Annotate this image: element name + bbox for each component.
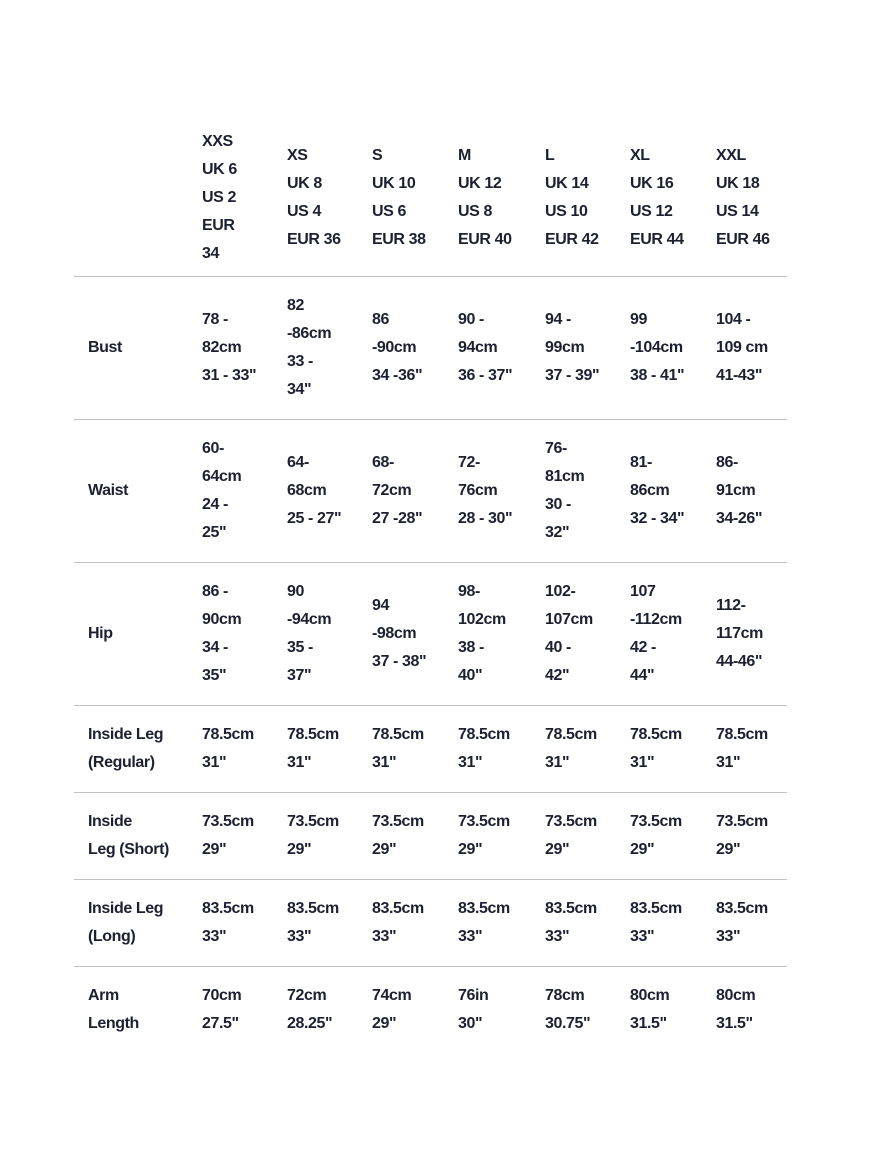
cell-line: 73.5cm xyxy=(630,813,682,830)
size-line: M xyxy=(458,147,471,164)
cell-line: 44-46" xyxy=(716,653,763,670)
cell-line: 86 - xyxy=(202,583,228,600)
size-line: 34 xyxy=(202,245,219,262)
cell-line: 78.5cm xyxy=(202,726,254,743)
cell-line: 117cm xyxy=(716,625,763,642)
cell-line: 83.5cm xyxy=(716,900,768,917)
cell-line: 99cm xyxy=(545,339,585,356)
cell-line: 86- xyxy=(716,454,738,471)
cell-line: 36 - 37" xyxy=(458,367,513,384)
table-cell xyxy=(545,306,630,390)
table-cell xyxy=(716,592,787,676)
cell-line: 25 - 27" xyxy=(287,510,342,527)
cell-line: 31" xyxy=(716,754,741,771)
size-col-xxl xyxy=(716,142,787,254)
row-label xyxy=(74,808,202,864)
table-cell xyxy=(287,449,372,533)
size-line: S xyxy=(372,147,383,164)
cell-line: -98cm xyxy=(372,625,417,642)
cell-line: 73.5cm xyxy=(716,813,768,830)
table-cell xyxy=(545,721,630,777)
cell-line: 73.5cm xyxy=(287,813,339,830)
table-cell xyxy=(630,982,716,1038)
cell-line: 31 - 33" xyxy=(202,367,257,384)
cell-line: 90cm xyxy=(202,611,242,628)
cell-line: 78.5cm xyxy=(372,726,424,743)
size-line: XL xyxy=(630,147,650,164)
size-line: EUR 40 xyxy=(458,231,512,248)
size-line: UK 6 xyxy=(202,161,237,178)
cell-line: 78.5cm xyxy=(716,726,768,743)
cell-line: 78.5cm xyxy=(458,726,510,743)
size-col-xxs xyxy=(202,128,287,268)
size-line: UK 12 xyxy=(458,175,502,192)
table-cell xyxy=(287,982,372,1038)
table-cell xyxy=(458,721,545,777)
cell-line: 78.5cm xyxy=(545,726,597,743)
cell-line: 78.5cm xyxy=(630,726,682,743)
row-label-line: Bust xyxy=(88,339,122,356)
cell-line: 90 xyxy=(287,583,304,600)
cell-line: 31.5" xyxy=(630,1015,667,1032)
cell-line: 27 -28" xyxy=(372,510,423,527)
cell-line: 24 - xyxy=(202,496,228,513)
table-cell xyxy=(630,578,716,690)
cell-line: 28 - 30" xyxy=(458,510,513,527)
row-label-line: Inside xyxy=(88,813,132,830)
cell-line: 33" xyxy=(202,928,227,945)
cell-line: 80cm xyxy=(630,987,670,1004)
table-cell xyxy=(202,895,287,951)
cell-line: 30" xyxy=(458,1015,483,1032)
cell-line: 98- xyxy=(458,583,480,600)
row-label xyxy=(74,982,202,1038)
table-cell xyxy=(202,306,287,390)
cell-line: 76- xyxy=(545,440,567,457)
cell-line: -90cm xyxy=(372,339,417,356)
table-cell xyxy=(287,808,372,864)
cell-line: 82 xyxy=(287,297,304,314)
cell-line: 44" xyxy=(630,667,655,684)
table-cell xyxy=(202,982,287,1038)
table-cell xyxy=(202,721,287,777)
cell-line: 78 - xyxy=(202,311,228,328)
table-cell xyxy=(630,721,716,777)
table-cell xyxy=(372,895,458,951)
cell-line: 91cm xyxy=(716,482,756,499)
cell-line: 28.25" xyxy=(287,1015,333,1032)
cell-line: 60- xyxy=(202,440,224,457)
cell-line: 102cm xyxy=(458,611,506,628)
cell-line: 74cm xyxy=(372,987,412,1004)
row-label-line: Inside Leg xyxy=(88,726,164,743)
cell-line: 94 xyxy=(372,597,389,614)
cell-line: 83.5cm xyxy=(630,900,682,917)
cell-line: 33" xyxy=(716,928,741,945)
cell-line: 86 xyxy=(372,311,389,328)
cell-line: 73.5cm xyxy=(545,813,597,830)
cell-line: 31" xyxy=(458,754,483,771)
cell-line: 31" xyxy=(287,754,312,771)
cell-line: 73.5cm xyxy=(202,813,254,830)
cell-line: 32" xyxy=(545,524,570,541)
table-cell xyxy=(202,578,287,690)
cell-line: 68- xyxy=(372,454,394,471)
cell-line: 38 - xyxy=(458,639,484,656)
cell-line: 81- xyxy=(630,454,652,471)
size-line: US 14 xyxy=(716,203,759,220)
table-cell xyxy=(630,449,716,533)
cell-line: 83.5cm xyxy=(287,900,339,917)
cell-line: 33" xyxy=(545,928,570,945)
cell-line: 70cm xyxy=(202,987,242,1004)
table-cell xyxy=(458,306,545,390)
cell-line: 72cm xyxy=(372,482,412,499)
cell-line: 72cm xyxy=(287,987,327,1004)
cell-line: 30.75" xyxy=(545,1015,591,1032)
table-cell xyxy=(545,808,630,864)
table-cell xyxy=(372,982,458,1038)
table-cell xyxy=(458,808,545,864)
size-line: EUR 44 xyxy=(630,231,684,248)
cell-line: 34-26" xyxy=(716,510,763,527)
cell-line: 40" xyxy=(458,667,483,684)
size-line: XXS xyxy=(202,133,233,150)
cell-line: 29" xyxy=(202,841,227,858)
cell-line: 102- xyxy=(545,583,576,600)
cell-line: 34 -36" xyxy=(372,367,423,384)
cell-line: 73.5cm xyxy=(458,813,510,830)
cell-line: 29" xyxy=(372,841,397,858)
row-label-line: (Regular) xyxy=(88,754,155,771)
size-line: US 6 xyxy=(372,203,406,220)
cell-line: 78cm xyxy=(545,987,585,1004)
cell-line: 78.5cm xyxy=(287,726,339,743)
size-line: UK 8 xyxy=(287,175,322,192)
measurement-row-inside-leg-long xyxy=(74,880,787,967)
row-label-line: Inside Leg xyxy=(88,900,164,917)
table-cell xyxy=(630,895,716,951)
cell-line: 29" xyxy=(372,1015,397,1032)
size-line: UK 18 xyxy=(716,175,760,192)
measurement-row-arm-length xyxy=(74,967,787,1053)
cell-line: 25" xyxy=(202,524,227,541)
cell-line: 33" xyxy=(287,928,312,945)
cell-line: -112cm xyxy=(630,611,682,628)
table-cell xyxy=(287,292,372,404)
cell-line: -86cm xyxy=(287,325,332,342)
cell-line: 80cm xyxy=(716,987,756,1004)
cell-line: 29" xyxy=(630,841,655,858)
table-cell xyxy=(287,721,372,777)
table-cell xyxy=(287,578,372,690)
table-cell xyxy=(458,982,545,1038)
cell-line: 94cm xyxy=(458,339,498,356)
cell-line: 37 - 38" xyxy=(372,653,427,670)
cell-line: 31" xyxy=(202,754,227,771)
size-line: EUR 36 xyxy=(287,231,341,248)
table-cell xyxy=(630,306,716,390)
row-label xyxy=(74,721,202,777)
cell-line: 29" xyxy=(287,841,312,858)
size-line: EUR xyxy=(202,217,235,234)
cell-line: 68cm xyxy=(287,482,327,499)
table-cell xyxy=(716,895,787,951)
cell-line: 27.5" xyxy=(202,1015,239,1032)
cell-line: 99 xyxy=(630,311,647,328)
cell-line: 31" xyxy=(545,754,570,771)
cell-line: 37" xyxy=(287,667,312,684)
row-label-line: Waist xyxy=(88,482,129,499)
cell-line: 64cm xyxy=(202,468,242,485)
cell-line: 83.5cm xyxy=(545,900,597,917)
table-cell xyxy=(545,578,630,690)
cell-line: 94 - xyxy=(545,311,571,328)
cell-line: 42" xyxy=(545,667,570,684)
cell-line: 73.5cm xyxy=(372,813,424,830)
size-line: US 4 xyxy=(287,203,321,220)
size-col-xl xyxy=(630,142,716,254)
cell-line: 33" xyxy=(372,928,397,945)
row-label-line: Leg (Short) xyxy=(88,841,169,858)
cell-line: 72- xyxy=(458,454,480,471)
cell-line: 29" xyxy=(716,841,741,858)
row-label xyxy=(74,334,202,362)
cell-line: 83.5cm xyxy=(372,900,424,917)
cell-line: 86cm xyxy=(630,482,670,499)
row-label xyxy=(74,895,202,951)
cell-line: 31" xyxy=(630,754,655,771)
cell-line: 64- xyxy=(287,454,309,471)
cell-line: 31" xyxy=(372,754,397,771)
measurement-row-bust xyxy=(74,277,787,420)
cell-line: 112- xyxy=(716,597,746,614)
size-line: EUR 46 xyxy=(716,231,770,248)
row-label-line: Arm xyxy=(88,987,119,1004)
cell-line: 76in xyxy=(458,987,489,1004)
table-cell xyxy=(716,982,787,1038)
cell-line: 30 - xyxy=(545,496,571,513)
cell-line: 40 - xyxy=(545,639,571,656)
cell-line: 29" xyxy=(545,841,570,858)
cell-line: 35" xyxy=(202,667,227,684)
cell-line: 38 - 41" xyxy=(630,367,685,384)
table-cell xyxy=(545,435,630,547)
cell-line: 83.5cm xyxy=(202,900,254,917)
table-cell xyxy=(202,435,287,547)
cell-line: 104 - xyxy=(716,311,751,328)
table-cell xyxy=(716,721,787,777)
table-cell xyxy=(545,982,630,1038)
cell-line: 33" xyxy=(630,928,655,945)
cell-line: 32 - 34" xyxy=(630,510,685,527)
measurement-row-inside-leg-regular xyxy=(74,706,787,793)
cell-line: -104cm xyxy=(630,339,683,356)
size-line: UK 10 xyxy=(372,175,416,192)
cell-line: 33 - xyxy=(287,353,313,370)
table-cell xyxy=(372,592,458,676)
cell-line: 90 - xyxy=(458,311,484,328)
size-chart-table xyxy=(74,120,787,1053)
size-line: EUR 42 xyxy=(545,231,599,248)
table-cell xyxy=(287,895,372,951)
cell-line: 107 xyxy=(630,583,656,600)
size-line: US 2 xyxy=(202,189,236,206)
table-cell xyxy=(458,449,545,533)
table-cell xyxy=(372,306,458,390)
row-label-line: (Long) xyxy=(88,928,136,945)
cell-line: 33" xyxy=(458,928,483,945)
row-label-line: Length xyxy=(88,1015,139,1032)
size-line: US 12 xyxy=(630,203,673,220)
table-cell xyxy=(458,578,545,690)
size-col-l xyxy=(545,142,630,254)
size-line: UK 14 xyxy=(545,175,589,192)
size-line: US 10 xyxy=(545,203,588,220)
cell-line: -94cm xyxy=(287,611,332,628)
table-cell xyxy=(716,306,787,390)
size-line: L xyxy=(545,147,555,164)
cell-line: 31.5" xyxy=(716,1015,753,1032)
size-line: XS xyxy=(287,147,308,164)
size-col-m xyxy=(458,142,545,254)
measurement-row-hip xyxy=(74,563,787,706)
cell-line: 34 - xyxy=(202,639,228,656)
cell-line: 83.5cm xyxy=(458,900,510,917)
table-cell xyxy=(630,808,716,864)
cell-line: 34" xyxy=(287,381,312,398)
table-cell xyxy=(202,808,287,864)
cell-line: 42 - xyxy=(630,639,656,656)
row-label-line: Hip xyxy=(88,625,113,642)
size-header-row xyxy=(74,120,787,277)
cell-line: 82cm xyxy=(202,339,242,356)
cell-line: 35 - xyxy=(287,639,313,656)
size-line: UK 16 xyxy=(630,175,674,192)
table-cell xyxy=(372,721,458,777)
cell-line: 41-43" xyxy=(716,367,763,384)
measurement-row-waist xyxy=(74,420,787,563)
size-line: EUR 38 xyxy=(372,231,426,248)
measurement-row-inside-leg-short xyxy=(74,793,787,880)
table-cell xyxy=(372,808,458,864)
table-cell xyxy=(716,808,787,864)
cell-line: 107cm xyxy=(545,611,593,628)
size-col-s xyxy=(372,142,458,254)
row-label xyxy=(74,620,202,648)
table-cell xyxy=(372,449,458,533)
cell-line: 37 - 39" xyxy=(545,367,600,384)
cell-line: 29" xyxy=(458,841,483,858)
cell-line: 81cm xyxy=(545,468,585,485)
size-line: XXL xyxy=(716,147,746,164)
cell-line: 109 cm xyxy=(716,339,768,356)
size-line: US 8 xyxy=(458,203,492,220)
row-label xyxy=(74,477,202,505)
table-cell xyxy=(716,449,787,533)
size-col-xs xyxy=(287,142,372,254)
cell-line: 76cm xyxy=(458,482,498,499)
table-cell xyxy=(458,895,545,951)
table-cell xyxy=(545,895,630,951)
